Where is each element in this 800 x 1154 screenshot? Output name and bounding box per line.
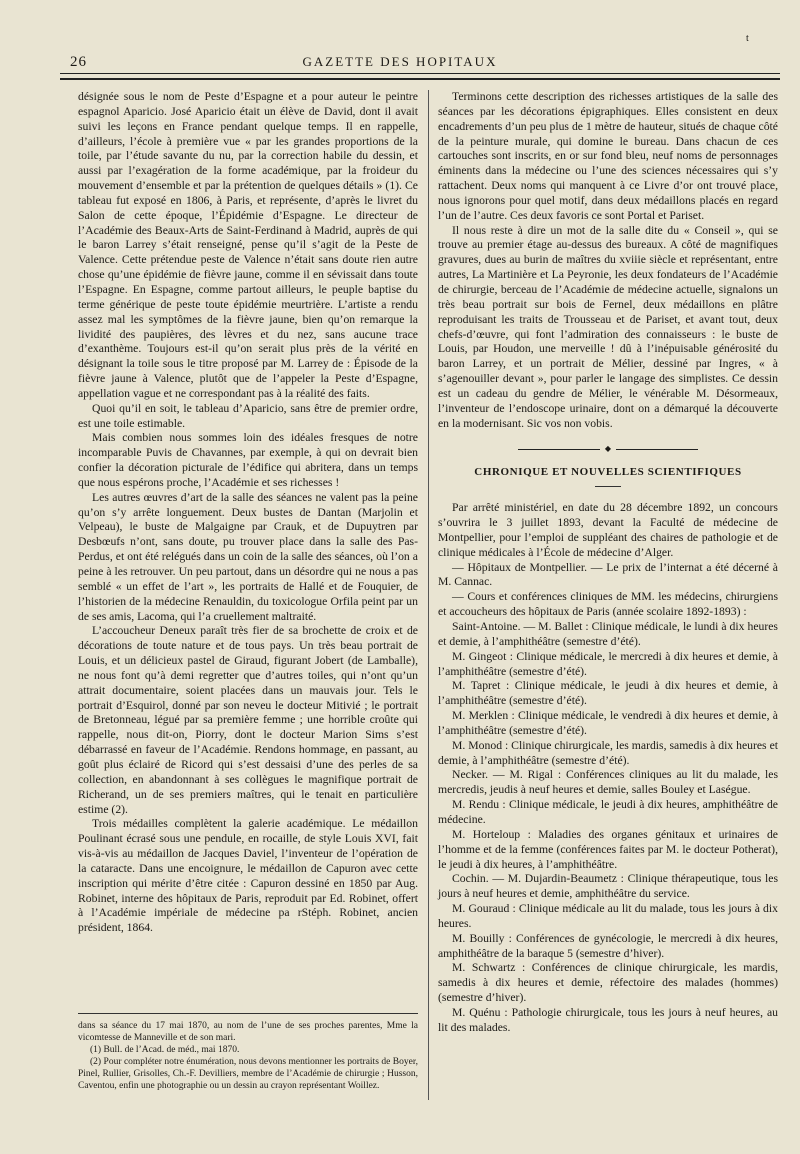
page-header [0, 33, 800, 70]
right-paragraph: Il nous reste à dire un mot de la salle dite du « Conseil », qui se trouve au premier étage au-dessus des bureaux. A côté de magnifiques gravures, dues au burin de maîtres du xviiie siècle et représentant, entre autres, La Martinière et La Peyronie, les deux fondateurs de l’Académie de chirurgie, berceau de l’Académie de médecine actuelle, signalons un très beau portrait sur bois de Fernel, deux médaillons en plâtre reproduisant les traits de Trousseau et de Pariset, et avant tout, deux chefs-d’œuvre, qui font l’admiration des connaisseurs : le buste de Louis, par Houdon, une merveille ! dû à l’inépuisable générosité du baron Larrey, et un portrait de Mélier, dessiné par Ingres, « à s’agenouiller devant », pour parler le langage des simplistes. Ce dessin est un cadeau du gendre de Mélier, le vénérable M. Désormeaux, l’inventeur de l’endoscope urinaire, dont on a démarqué la découverte en la modernisant. Sic vos non vobis. [438, 223, 778, 430]
title-underline [595, 486, 621, 487]
footnote: dans sa séance du 17 mai 1870, au nom de l’une de ses proches parentes, Mme la vicomtesse de Manneville et de son mari. [78, 1021, 418, 1043]
left-paragraph: désignée sous le nom de Peste d’Espagne et a pour auteur le peintre espagnol Aparicio. José Aparicio était un élève de David, dont il avait suivi les leçons en France pendant quelque temps. Il en rappelle, d’ailleurs, l’école à première vue « par les grandes proportions de la toile, par l’étude savante du nu, par la correction habile du dessin, et aussi par l’exagération de la forme académique, par la froideur du mouvement d’ensemble et par la prétention de quelques détails » (1). Ce tableau fut exposé en 1806, à Paris, et représente, d’après le livret du Salon de cette époque, l’Épidémie d’Espagne. Le directeur de l’Académie des Beaux-Arts de Saint-Ferdinand à Madrid, auprès de qui le baron Larrey s’était renseigné, pense qu’il s’agit de la Peste de Valence. Cette prétendue peste de Valence n’était sans doute rien autre chose qu’une épidémie de fièvre jaune, comme il en sévissait dans toute l’Espagne. En Espagne, comme partout ailleurs, le peuple baptise du terme générique de peste toute épidémie meurtrière. L’artiste a rendu assez mal les symptômes de la fièvre jaune, bien qu’on remarque la lividité des paupières, des lèvres et du nez, sans aucune trace d’exanthème. Toujours est-il qu’on serait plus près de la vérité en désignant la toile sous le titre proposé par M. Larrey de : Épisode de la fièvre jaune à Valence, plutôt que de l’appeler la Peste d’Espagne, appellation vague et ne correspondant pas à la réalité des faits. [78, 90, 418, 400]
left-paragraph: Trois médailles complètent la galerie académique. Le médaillon Poulinant écrasé sous une pendule, en rocaille, de style Louis XVI, fait vis-à-vis au médaillon de Jacques Daviel, l’inventeur de l’opération de la cataracte. Dans une encoignure, le médaillon de Capuron avec cette inscription qui mérite d’être citée : Capuron dessiné en 1850 par Aug. Robinet, interne des hôpitaux de Paris, reproduit par Ed. Robinet, offert à l’Académie impériale de médecine pa rStéph. Robinet, ancien président, 1864. [78, 817, 418, 935]
right-paragraph: Terminons cette description des richesses artistiques de la salle des séances par les décorations épigraphiques. Elles consistent en deux encadrements d’un peu plus de 1 mètre de hauteur, situés de chaque côté de la peinture murale, qui domine le bureau. Dans chacun de ces cartouches sont inscrits, en or sur fond bleu, neuf noms de personnages éminents dans la médecine ou l’une des sciences nécessaires qui s’y rattachent. Deux noms qui manquent à ce Livre d’or ont trouvé place, nous ignorons pour quel motif, dans deux médaillons placés en regard l’un de l’autre. Ces deux favoris ce sont Portal et Pariset. [438, 90, 778, 222]
left-column [78, 90, 418, 936]
ornament-icon: ◆ [600, 445, 616, 453]
news-paragraph: M. Bouilly : Conférences de gynécologie, le mercredi à dix heures, amphithéâtre de la baraque 5 (semestre d’hiver). [438, 931, 778, 960]
section-title: CHRONIQUE ET NOUVELLES SCIENTIFIQUES [474, 466, 742, 479]
footnote: (2) Pour compléter notre énumération, nous devons mentionner les portraits de Boyer, Pinel, Rullier, Grisolles, Ch.-F. Devilliers, membre de l’Académie de chirurgie ; Husson, Caventou, enfin une photographie ou un dessin au crayon représentant Woillez. [78, 1057, 418, 1091]
corner-mark: t [746, 33, 749, 44]
news-paragraph: Cochin. — M. Dujardin-Beaumetz : Clinique thérapeutique, tous les jours à neuf heures et demie, amphithéâtre du service. [438, 872, 778, 901]
news-paragraph: — Cours et conférences cliniques de MM. les médecins, chirurgiens et accoucheurs des hôpitaux de Paris (année scolaire 1892-1893) : [438, 590, 778, 619]
header-rule-thick [60, 78, 780, 80]
news-paragraph: M. Rendu : Clinique médicale, le jeudi à dix heures, amphithéâtre de médecine. [438, 798, 778, 826]
left-paragraph: Quoi qu’il en soit, le tableau d’Aparicio, sans être de premier ordre, est une toile estimable. [78, 401, 418, 430]
news-paragraph: Saint-Antoine. — M. Ballet : Clinique médicale, le lundi à dix heures et demie, à l’amphithéâtre (semestre d’été). [438, 620, 778, 648]
news-paragraph: M. Horteloup : Maladies des organes génitaux et urinaires de l’homme et de la femme (conférences faites par M. le docteur Potherat), le jeudi à dix heures, à l’amphithéâtre. [438, 827, 778, 871]
news-paragraph: M. Gouraud : Clinique médicale au lit du malade, tous les jours à dix heures. [438, 902, 778, 930]
header-rule-thin [60, 73, 780, 74]
news-paragraph: M. Tapret : Clinique médicale, le jeudi à dix heures et demie, à l’amphithéâtre (semestre d’été). [438, 679, 778, 708]
left-paragraph: Les autres œuvres d’art de la salle des séances ne valent pas la peine qu’on s’y arrête longuement. Deux bustes de Dantan (Marjolin et Velpeau), le buste de Malgaigne par Crauk, et de Dupuytren par Desbœufs n’ont, sans doute, pu trouver place dans la salle des Pas-Perdus, et ont été relégués dans un coin de la salle des séances, où l’on a peine à les retrouver. Un peu partout, dans un désordre qui ne nous a pas semblé « un effet de l’art », les portraits de Hallé et de Fouquier, de l’historien de la médecine Renauldin, du toxicologue Orfila peint par un de ses amis, Lacoma, qui l’a cruellement maltraité. [78, 490, 418, 623]
column-divider [428, 90, 429, 1100]
ornament-separator [518, 445, 698, 453]
right-column [438, 90, 778, 1036]
news-paragraph: — Hôpitaux de Montpellier. — Le prix de l’internat a été décerné à M. Cannac. [438, 560, 778, 589]
left-paragraph: L’accoucheur Deneux paraît très fier de sa brochette de croix et de décorations de toute nature et de tous pays. Un très beau portrait de Louis, et un délicieux pastel de Giraud, figurant Jobert (de Lamballe), ne nous font qu’à demi regretter que d’autres toiles, qui n’ont qu’un attrait documentaire, soient placées dans un mauvais jour. Tels le portrait d’Esquirol, donné par son neveu le docteur Mitivié ; le portrait de Bretonneau, légué par sa première femme ; une horrible croûte qui rappelle, nous dit-on, Piorry, dont le docteur Marion Sims s’est débarrassé en faveur de l’Académie. Rendons hommage, en passant, au goût plus éclairé de Ricord qui s’est dessaisi d’une des perles de sa collection, en abandonnant à ses collègues le magnifique portrait de Richerand, un de ses premiers maîtres, qui le tenait en particulière estime (2). [78, 624, 418, 816]
news-paragraph: Necker. — M. Rigal : Conférences cliniques au lit du malade, les mercredis, jeudis à neuf heures et demie, salles Bouley et Laségue. [438, 768, 778, 797]
news-paragraph: M. Merklen : Clinique médicale, le vendredi à dix heures et demie, à l’amphithéâtre (semestre d’été). [438, 709, 778, 737]
page-number: 26 [70, 54, 87, 70]
news-paragraph: M. Schwartz : Conférences de clinique chirurgicale, les mardis, samedis à dix heures et demie, réfectoire des malades (hommes) (semestre d’hiver). [438, 961, 778, 1005]
news-paragraph: M. Quénu : Pathologie chirurgicale, tous les jours à neuf heures, au lit des malades. [438, 1005, 778, 1034]
footnote-rule [78, 1013, 418, 1014]
left-paragraph: Mais combien nous sommes loin des idéales fresques de notre incomparable Puvis de Chavannes, par exemple, à qui on devrait bien confier la décoration picturale de l’édifice qui abritera, dans un temps que nous espérons proche, l’Académie et ses richesses ! [78, 431, 418, 489]
news-paragraph: Par arrêté ministériel, en date du 28 décembre 1892, un concours s’ouvrira le 3 juillet 1893, devant la Faculté de médecine de Montpellier, pour l’emploi de suppléant des chaires de pathologie et de clinique médicales à l’École de médecine d’Alger. [438, 501, 778, 559]
news-paragraph: M. Monod : Clinique chirurgicale, les mardis, samedis à dix heures et demie, à l’amphithéâtre (semestre d’été). [438, 738, 778, 767]
journal-title: GAZETTE DES HOPITAUX [302, 54, 498, 69]
news-paragraph: M. Gingeot : Clinique médicale, le mercredi à dix heures et demie, à l’amphithéâtre (semestre d’été). [438, 649, 778, 678]
footnotes [78, 1020, 418, 1092]
footnote: (1) Bull. de l’Acad. de méd., mai 1870. [90, 1045, 240, 1055]
